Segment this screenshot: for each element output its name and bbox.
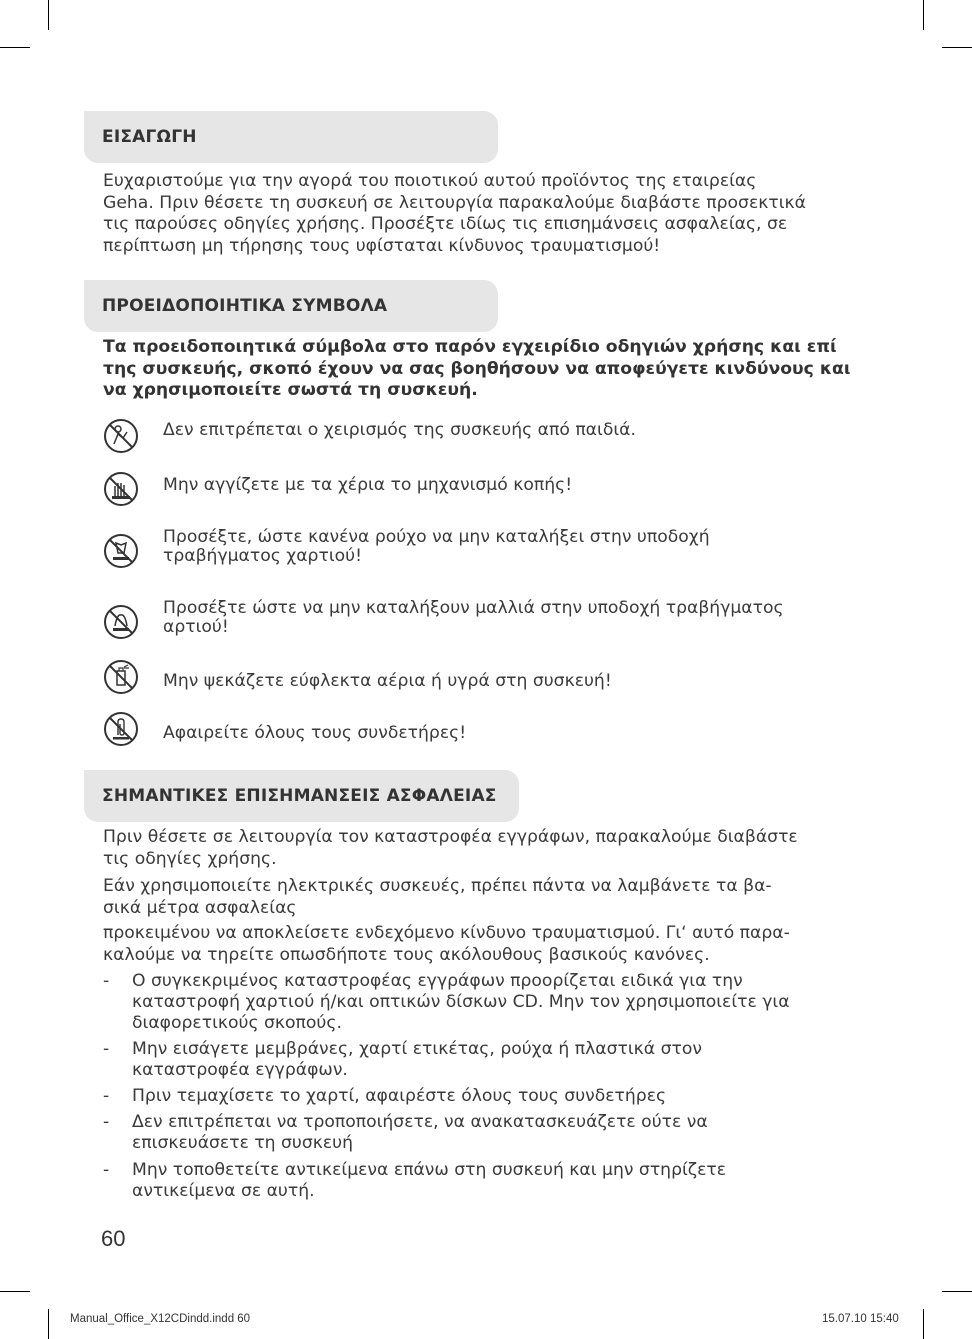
- text-line: της συσκευής, σκοπό έχουν να σας βοηθήσουν να αποφεύγετε κινδύνους και: [103, 358, 851, 379]
- text-line: προκειμένου να αποκλείσετε ενδεχόμενο κίνδυνο τραυματισμού. Γι‘ αυτό παρα-: [103, 923, 790, 943]
- symbol-text-line: Αφαιρείτε όλους τους συνδετήρες!: [163, 723, 467, 743]
- text-line: καταστροφή χαρτιού ή/και οπτικών δίσκων CD. Μην τον χρησιμοποιείτε για: [132, 992, 790, 1012]
- page-number: 60: [101, 1226, 126, 1251]
- text-line: Μην τοποθετείτε αντικείμενα επάνω στη συσκευή και μην στηρίζετε: [132, 1160, 727, 1180]
- symbol-text-line: τραβήγματος χαρτιού!: [163, 546, 362, 566]
- text-line: Εάν χρησιμοποιείτε ηλεκτρικές συσκευές, πρέπει πάντα να λαμβάνετε τα βα-: [103, 876, 772, 896]
- crop-mark: [942, 1291, 972, 1292]
- text-line: Πριν τεμαχίσετε το χαρτί, αφαιρέστε όλους τους συνδετήρες: [132, 1086, 667, 1106]
- text-line: Ευχαριστούμε για την αγορά του ποιοτικού αυτού προϊόντος της εταιρείας: [103, 171, 757, 191]
- text-line: Geha. Πριν θέσετε τη συσκευή σε λειτουργία παρακαλούμε διαβάστε προσεκτικά: [103, 192, 806, 213]
- symbol-text-line: Μην ψεκάζετε εύφλεκτα αέρια ή υγρά στη συσκευή!: [163, 671, 612, 691]
- text-line: Μην εισάγετε μεμβράνες, χαρτί ετικέτας, ρούχα ή πλαστικά στον: [132, 1039, 702, 1059]
- text-line: διαφορετικούς σκοπούς.: [132, 1013, 342, 1033]
- no-hands-icon: [103, 471, 139, 507]
- bullet-dash: -: [103, 1112, 110, 1132]
- no-hair-icon: [103, 604, 139, 640]
- symbol-item: [103, 659, 873, 699]
- symbol-item: [103, 527, 873, 573]
- text-line: καταστροφέα εγγράφων.: [132, 1060, 348, 1080]
- no-children-icon: [103, 418, 139, 454]
- text-line: περίπτωση μη τήρησης τους υφίσταται κίνδυνος τραυματισμού!: [103, 235, 661, 256]
- heading-text: ΠΡΟΕΙΔΟΠΟΙΗΤΙΚΑ ΣΥΜΒΟΛΑ: [102, 296, 388, 316]
- text-line: αντικείμενα σε αυτή.: [132, 1181, 315, 1201]
- text-line: Πριν θέσετε σε λειτουργία τον καταστροφέα εγγράφων, παρακαλούμε διαβάστε: [103, 827, 798, 847]
- section-heading-symbols: [84, 280, 498, 332]
- heading-text: ΕΙΣΑΓΩΓΗ: [102, 127, 197, 147]
- safety-paragraph-1: [103, 827, 873, 870]
- symbol-item: [103, 598, 873, 644]
- crop-mark: [48, 0, 49, 30]
- bullet-dash: -: [103, 971, 110, 991]
- safety-paragraph-2: [103, 876, 873, 919]
- symbol-text-line: Δεν επιτρέπεται ο χειρισμός της συσκευής από παιδιά.: [163, 420, 636, 440]
- symbol-text-line: αρτιού!: [163, 617, 229, 637]
- symbol-text-line: Προσέξτε ώστε να μην καταλήξουν μαλλιά στην υποδοχή τραβήγματος: [163, 598, 784, 618]
- heading-text: ΣΗΜΑΝΤΙΚΕΣ ΕΠΙΣΗΜΑΝΣΕΙΣ ΑΣΦΑΛΕΙΑΣ: [102, 786, 497, 806]
- symbol-text-line: Προσέξτε, ώστε κανένα ρούχο να μην καταλήξει στην υποδοχή: [163, 527, 710, 547]
- text-line: να χρησιμοποιείτε σωστά τη συσκευή.: [103, 380, 478, 400]
- text-line: καλούμε να τηρείτε οπωσδήποτε τους ακόλουθους βασικούς κανόνες.: [103, 944, 710, 965]
- symbol-item: [103, 418, 873, 458]
- footer-file-info: Manual_Office_X12CDindd.indd 60: [70, 1313, 251, 1325]
- crop-mark: [923, 1309, 924, 1339]
- crop-mark: [923, 0, 924, 30]
- section-heading-safety: [84, 770, 519, 822]
- footer-timestamp: 15.07.10 15:40: [822, 1313, 899, 1325]
- crop-mark: [48, 1309, 49, 1339]
- text-line: Δεν επιτρέπεται να τροποποιήσετε, να ανακατασκευάζετε ούτε να: [132, 1112, 708, 1132]
- no-paperclip-icon: [103, 711, 139, 747]
- text-line: σικά μέτρα ασφαλείας: [103, 897, 297, 918]
- text-line: Τα προειδοποιητικά σύμβολα στο παρόν εγχειρίδιο οδηγιών χρήσης και επί: [103, 337, 837, 357]
- text-line: επισκευάσετε τη συσκευή: [132, 1133, 354, 1153]
- text-line: τις οδηγίες χρήσης.: [103, 848, 277, 869]
- symbol-item: [103, 711, 873, 751]
- symbol-item: [103, 471, 873, 511]
- symbols-lead-paragraph: [103, 337, 873, 402]
- intro-paragraph: [103, 171, 873, 257]
- bullet-dash: -: [103, 1039, 110, 1059]
- text-line: τις παρούσες οδηγίες χρήσης. Προσέξτε ιδίως τις επισημάνσεις ασφαλείας, σε: [103, 214, 788, 234]
- section-heading-intro: [84, 111, 498, 163]
- no-clothing-icon: [103, 533, 139, 569]
- symbol-text-line: Μην αγγίζετε με τα χέρια το μηχανισμό κοπής!: [163, 475, 573, 495]
- crop-mark: [942, 47, 972, 48]
- bullet-dash: -: [103, 1160, 110, 1180]
- bullet-dash: -: [103, 1086, 110, 1106]
- safety-paragraph-3: [103, 923, 873, 966]
- no-spray-icon: [103, 659, 139, 695]
- crop-mark: [0, 47, 30, 48]
- crop-mark: [0, 1291, 30, 1292]
- text-line: Ο συγκεκριμένος καταστροφέας εγγράφων προορίζεται ειδικά για την: [132, 971, 743, 991]
